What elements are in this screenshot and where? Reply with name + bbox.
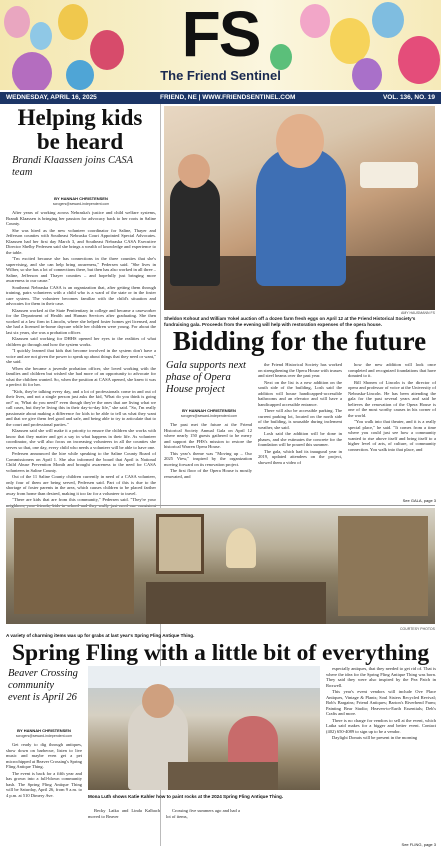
shelf: [14, 518, 134, 614]
cabinet: [338, 516, 428, 616]
casa-headline: Helping kids be heard: [17, 105, 143, 154]
auction-photo: [164, 106, 435, 310]
gala-column-1: [164, 422, 252, 502]
paragraph: Next on the list is a new addition on the south side of the building, Losh said the addition will house handicapped-accessible bathrooms and an elevator and will have a handicapped accessible entrance.: [258, 379, 342, 407]
antiques-photo-caption: A variety of charming items was up for grabs at last year's Spring Fling Antique Thing.: [6, 633, 195, 638]
casa-email[interactable]: scrogers@seward-independent.com: [52, 202, 110, 206]
egg-carton: [360, 162, 418, 188]
fling-column-3: [166, 808, 240, 848]
website-link[interactable]: FRIEND, NE | WWW.FRIENDSENTINEL.COM: [160, 94, 296, 101]
table: [146, 582, 326, 624]
fling-column-4: [326, 666, 436, 840]
masthead-logo: FS: [181, 0, 260, 70]
paragraph: There is no charge for vendors to sell at the event, which Latka said makes for a bigger and better event. Contact (402) 650-4089 to sign up to be a vendor.: [326, 717, 436, 734]
paragraph: "Kids, they're talking every day, and a lot of professionals come in and out of their lives, and not a single person just asks the kid, 'What do you think is going on?' or, 'What do you need?' even though they're the ones that are living what we call cases, but they're living this in their day-to-day life," she said. "So, I'm really passionate about making a difference for kids to be able to tell us what they want and that we give them feel good and safe, and being able to try to articulate that to the court and professional parties.": [6, 388, 156, 427]
paragraph: The gala, which had its inaugural year in 2019, updated attendees on the project, showed them a video of: [258, 448, 342, 465]
fling-column-1: [6, 742, 82, 846]
paragraph: Klaassen said she will make it a priority to ensure the children she works with know that they matter and get a say in what happens in their life. As volunteer coordinator, she will also focus on increasing volunteers in all the counties she serves so that, one day, every child who needs a volunteer will be able to have one.: [6, 428, 156, 450]
fling-headline: Spring Fling with a little bit of everything: [11, 640, 430, 666]
framed-art: [156, 514, 204, 574]
paragraph: This year's event vendors will include Ove Place Antiques, Vintage & Plants; Soul Sisters Recycled Revival; Bob's Bargains; Friend Antiques; Barton's Riverbend Farm; Painting Bear Studio; Heaven-to-Earth Essentials; Deb's Crafts and more.: [326, 689, 436, 716]
info-bar: [0, 92, 441, 104]
paragraph: Southeast Nebraska CASA is an organization that, after getting them through training, pairs volunteers with a child who is a ward of the state or in the foster care system. The volunteer becomes familiar with the child's situation and advocates for them in their case.: [6, 284, 156, 306]
paragraph: "I'm excited because she has connections in the three counties that she's supervising, and she can help bring awareness," Pedersen said. "She lives in Wilber, so she has a lot of connections there, but then has also worked in all three – Saline, Jefferson and Thayer counties – and hopefully just bringing more awareness to our cause.": [6, 256, 156, 283]
paragraph: The past met the future at the Friend Historical Society Annual Gala on April 12 where nearly 150 guests gathered to be merry and support the FHS's mission to restore the historical Warren Opera House.: [164, 422, 252, 449]
paragraph: Out of the 11 Saline County children currently in need of a CASA volunteer, only four of them are being served, Pedersen said. Part of this is due to the shortage of foster parents in the area, which causes children to be placed farther away from home than desired, making it too far for a volunteer to travel.: [6, 474, 156, 496]
paragraph: Losh said the addition will be done in phases, and she estimates the concrete for the foundation will be poured this summer.: [258, 431, 342, 447]
paragraph: Get ready to dig through antiques, show down on barbecue, listen to live music and maybe even get a pet microchipped at Beaver Crossing's Spring Fling Antique Thing.: [6, 742, 82, 769]
rock-painting-caption: Mona Luth shows Katie Kahler how to paint rocks at the 2024 Spring Fling Antique Thing.: [88, 794, 284, 799]
paragraph: This year's theme was "Moving up – Our 2025 View," inspired by the organization moving forward on its renovation project.: [164, 450, 252, 467]
fling-jump-link[interactable]: See FLING, page 3: [401, 842, 436, 847]
gala-column-3: [348, 362, 436, 496]
fling-byline: BY HANNAH CHRISTENSEN: [17, 728, 71, 733]
paragraph: She was hired as the new volunteer coordinator for Saline, Thayer and Jefferson counties with Southeast Nebraska Court Appointed Special Advocates. Klaassen had her first day March 3, and Southeast Nebraska CASA Executive Director Shelby Pedersen said she brings a wealth of knowledge and experience to the table.: [6, 227, 156, 255]
second-figure: [170, 176, 220, 286]
photo-credit: COURTESY PHOTOS: [399, 627, 435, 631]
auctioneer-head: [276, 114, 324, 168]
gala-subhead: Gala supports next phase of Opera House project: [166, 360, 246, 395]
paragraph: Klaassen said working for DHHS opened her eyes to the realities of what children go through and how the system works.: [6, 336, 156, 347]
paragraph: There will also be accessible parking. The current parking lot, located on the north side of the building, is unusable during inclement weather, she said.: [258, 408, 342, 430]
section-divider: [6, 505, 435, 506]
paragraph: Klaassen worked at the State Penitentiary in college and became a caseworker for the Department of Health and Human Services after graduating. She then worked at a law firm in Lincoln, where she helped foster homes get licensed, and she had a licensed in-home daycare while her children were young. For about the last six years, she was a probation officer.: [6, 307, 156, 335]
fling-email[interactable]: scrogers@seward-independent.com: [15, 734, 73, 738]
gala-column-2: [258, 362, 342, 504]
paragraph: The event is back for a fifth year and has grown into a full-blown community bash. The Spring Fling Antique Thing will be Saturday, April 26, from 9 a.m. to 4 p.m. at 510 Dimery Ave.: [6, 770, 82, 798]
paragraph: Pedersen announced the hire while speaking to the Saline County Board of Commissioners on April 1. She also informed the board that April is National Child Abuse Prevention Month and brought awareness to the need for CASA volunteers in Saline County.: [6, 451, 156, 473]
second-figure-head: [178, 154, 210, 188]
fling-column-2: [88, 808, 160, 848]
gala-email[interactable]: scrogers@seward-independent.com: [180, 414, 238, 418]
paragraph: "You walk into that theater, and it is a really special place," he said. "It comes from a time where you could just see how a community wanted to rise above itself and bring itself to a higher level of arts, of culture, of community connection. You walk into that place, and: [348, 419, 436, 452]
paragraph: "I quickly learned that kids that become involved in the system don't have a voice and are not given the power to speak up about things that they need or want," she said.: [6, 348, 156, 364]
tent-canopy: [88, 666, 320, 688]
antiques-photo: [6, 508, 435, 624]
auction-photo-caption: Sheldon Kohout and William Yokel auction off a dozen farm fresh eggs on April 12 at the Friend Historical Society's fundraising gala. Proceeds from the evening will help with restoration expenses of the opera house.: [164, 316, 416, 327]
gala-headline: Bidding for the future: [172, 326, 427, 356]
paragraph: "There are kids that are from this community," Pedersen said. "They're your: [12, 497, 156, 502]
masthead: [0, 0, 441, 90]
painter-head: [142, 684, 174, 718]
photo-credit: AMY HAUSMANN FS: [401, 311, 435, 315]
rock-painting-photo: [88, 666, 320, 790]
lamp: [226, 528, 256, 568]
paragraph: Daylight Donuts will be present in the morning: [332, 735, 418, 740]
gala-byline: BY HANNAH CHRISTENSEN: [182, 408, 236, 413]
paragraph: The first floor of the Opera House is mostly renovated, and: [164, 468, 252, 479]
gala-jump-link[interactable]: See GALA, page 3: [402, 498, 436, 503]
fling-subhead: Beaver Crossing community event is April 26: [8, 668, 78, 703]
volume-number: VOL. 136, NO. 19: [382, 94, 435, 101]
paragraph: especially antiques, that they needed to get rid of. That is where the idea for the Spring Fling Antique Thing was born. They said they were also inspired by the Pea Patch in Roxwell.: [326, 666, 436, 688]
paragraph: After years of working across Nebraska's justice and child welfare systems, Brandi Klaassen is bringing her passion for advocacy back to her roots in Saline County.: [6, 210, 156, 226]
paragraph: how the new addition will look once completed and recognized foundations that have donated to it.: [348, 362, 436, 378]
masthead-tagline: The Friend Sentinel: [160, 68, 281, 83]
casa-subhead: Brandi Klaassen joins CASA team: [12, 155, 133, 178]
paragraph: Crossing five summers ago and had a lot of items,: [166, 808, 240, 819]
issue-date: WEDNESDAY, APRIL 16, 2025: [6, 94, 97, 101]
paragraph: Becky Latka and Linda Kalbach moved to Beaver: [88, 808, 160, 819]
paragraph: When she became a juvenile probation officer, she loved working with the families and children but wished she had more of an opportunity to advocate for what the children wanted. So, when the position at CASA opened, she knew it was a perfect fit for her.: [6, 365, 156, 387]
paragraph: Bill Shonen of Lincoln is the director of opera and professor of voice at the University of Nebraska-Lincoln. He has been attending the gala for the past several years and said he believes the renovation of the Opera House is one of the most worthy causes in his corner of the world.: [348, 379, 436, 418]
paragraph: the Friend Historical Society has worked on strengthening the Opera House with trusses and steel beams over the past year.: [258, 362, 342, 378]
paint-table: [168, 762, 278, 790]
casa-byline: BY HANNAH CHRISTENSEN: [54, 196, 108, 201]
